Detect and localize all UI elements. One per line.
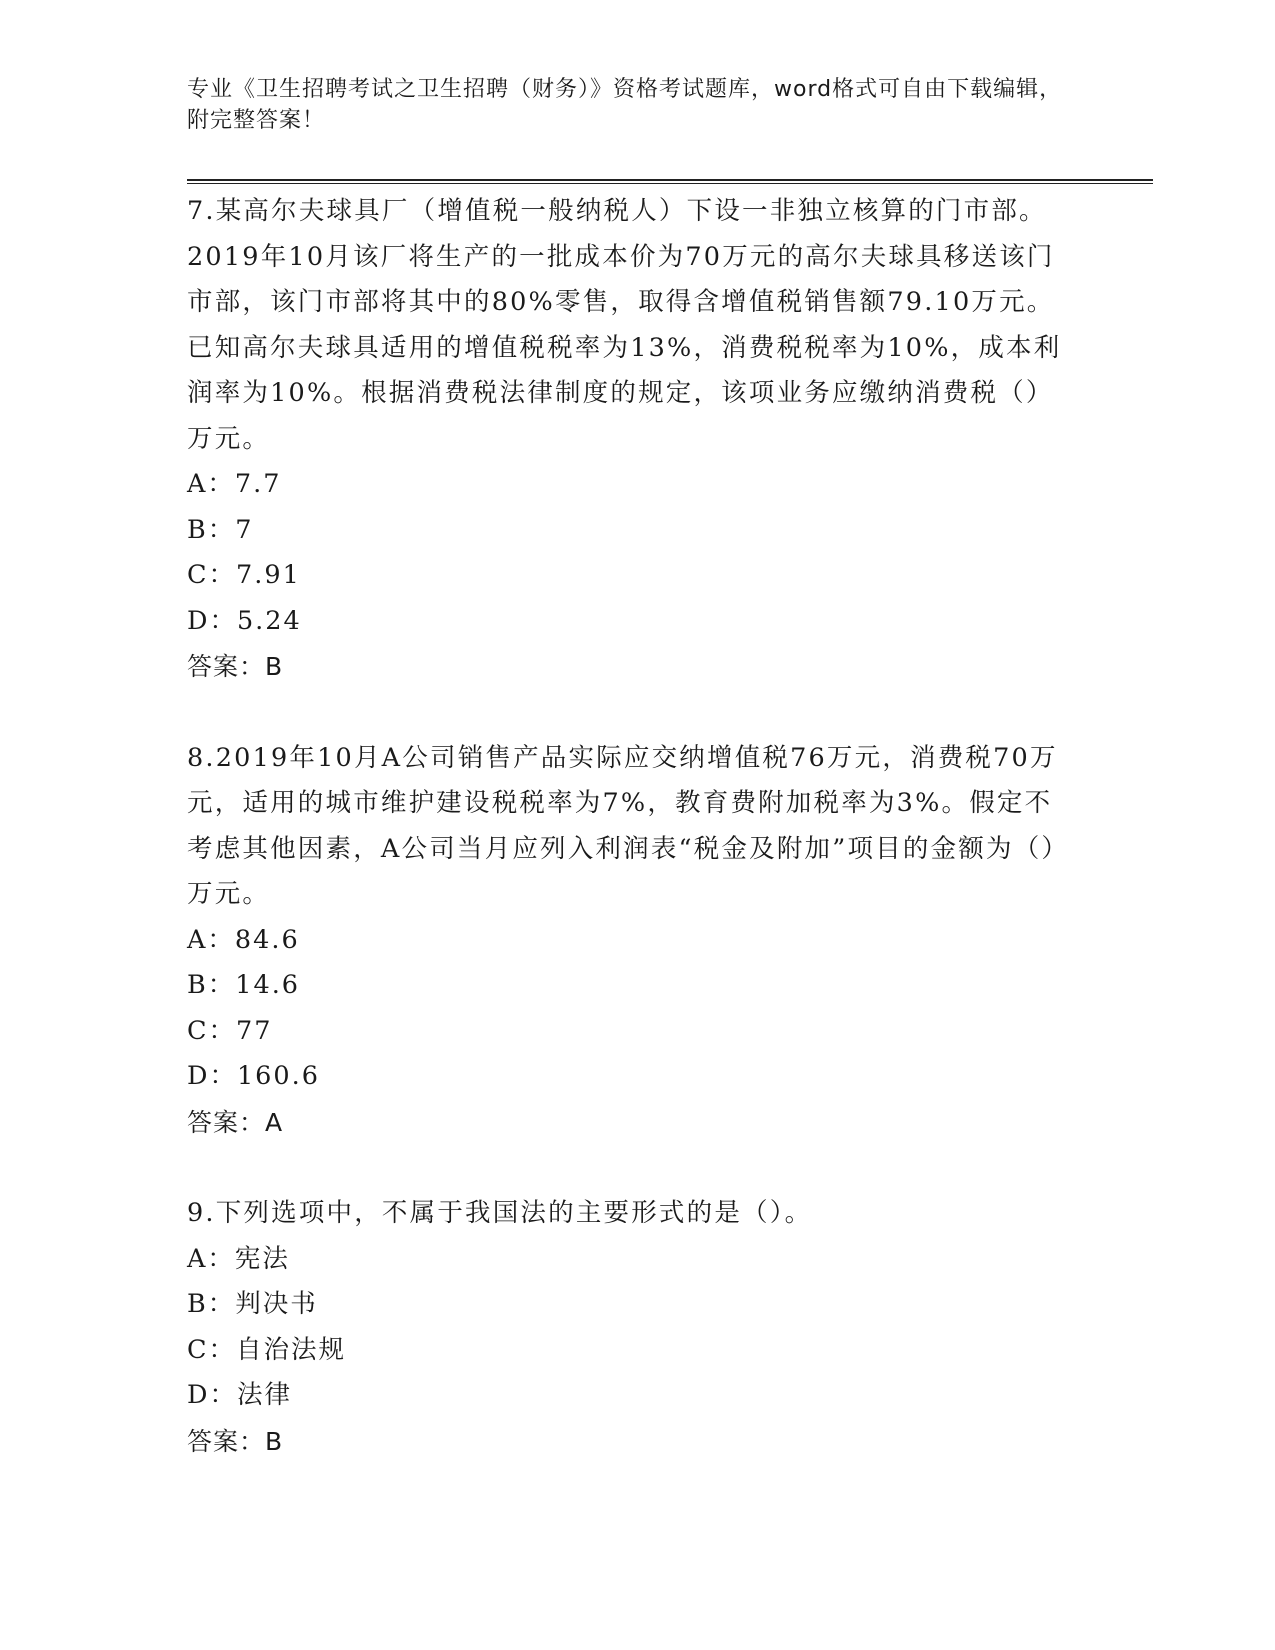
option-key: B： xyxy=(187,970,236,1000)
option-b xyxy=(187,1282,1087,1328)
question-spacer xyxy=(187,1145,1087,1191)
document-header: 专业《卫生招聘考试之卫生招聘（财务）》资格考试题库，word格式可自由下载编辑，附完整答案！ xyxy=(187,77,1063,133)
option-key: D： xyxy=(187,605,237,636)
question-spacer xyxy=(187,690,1087,736)
question-text: 9.下列选项中，不属于我国法的主要形式的是（）。 xyxy=(187,1198,813,1228)
question-text: 7.某高尔夫球具厂（增值税一般纳税人）下设一非独立核算的门市部。2019年10月该厂将生产的一批成本价为70万元的高尔夫球具移送该门市部，该门市部将其中的80%零售，取得含增值税销售额79.10万元。已知高尔夫球具适用的增值税税率为13%，消费税税率为10%，成本利润率为10%。根据消费税法律制度的规定，该项业务应缴纳消费税（）万元。 xyxy=(187,196,1062,454)
option-key: C： xyxy=(187,560,237,590)
option-a xyxy=(187,918,1087,964)
option-a xyxy=(187,1237,1087,1283)
option-key: B： xyxy=(187,1289,236,1319)
option-key: C： xyxy=(187,1015,237,1046)
option-key: A： xyxy=(187,1243,235,1274)
option-key: C： xyxy=(187,1334,237,1365)
option-value: 判决书 xyxy=(235,1289,318,1319)
option-d xyxy=(187,1373,1087,1419)
option-value: 160.6 xyxy=(236,1061,320,1091)
option-c xyxy=(187,1328,1087,1374)
header-divider xyxy=(187,179,1153,184)
option-value: 7.7 xyxy=(234,469,282,499)
option-value: 84.6 xyxy=(234,924,300,955)
document-page xyxy=(187,74,1087,136)
option-key: B： xyxy=(187,514,236,545)
answer-line: 答案：B xyxy=(187,652,284,681)
option-a xyxy=(187,462,1087,508)
option-b xyxy=(187,963,1087,1009)
answer-line: 答案：B xyxy=(187,1426,284,1456)
option-b xyxy=(187,508,1087,554)
option-value: 14.6 xyxy=(235,970,301,1000)
question-list xyxy=(187,189,1087,1464)
option-c xyxy=(187,553,1087,599)
option-d xyxy=(187,1054,1087,1100)
question-text: 8.2019年10月A公司销售产品实际应交纳增值税76万元，消费税70万元，适用的城市维护建设税税率为7%，教育费附加税率为3%。假定不考虑其他因素，A公司当月应列入利润表“税金及附加”项目的金额为（）万元。 xyxy=(187,742,1070,909)
question-7 xyxy=(187,189,1087,690)
option-value: 宪法 xyxy=(234,1243,290,1274)
option-key: A： xyxy=(187,469,235,499)
option-c xyxy=(187,1009,1087,1055)
option-value: 5.24 xyxy=(236,605,302,636)
question-9 xyxy=(187,1191,1087,1464)
option-key: A： xyxy=(187,924,235,955)
option-value: 法律 xyxy=(236,1380,292,1410)
answer-line: 答案：A xyxy=(187,1107,284,1137)
option-value: 77 xyxy=(236,1015,273,1046)
option-d xyxy=(187,599,1087,645)
question-8 xyxy=(187,736,1087,1146)
option-key: D： xyxy=(187,1380,237,1410)
option-value: 7.91 xyxy=(236,560,301,590)
option-value: 自治法规 xyxy=(236,1334,347,1365)
option-value: 7 xyxy=(235,514,254,545)
option-key: D： xyxy=(187,1061,237,1091)
